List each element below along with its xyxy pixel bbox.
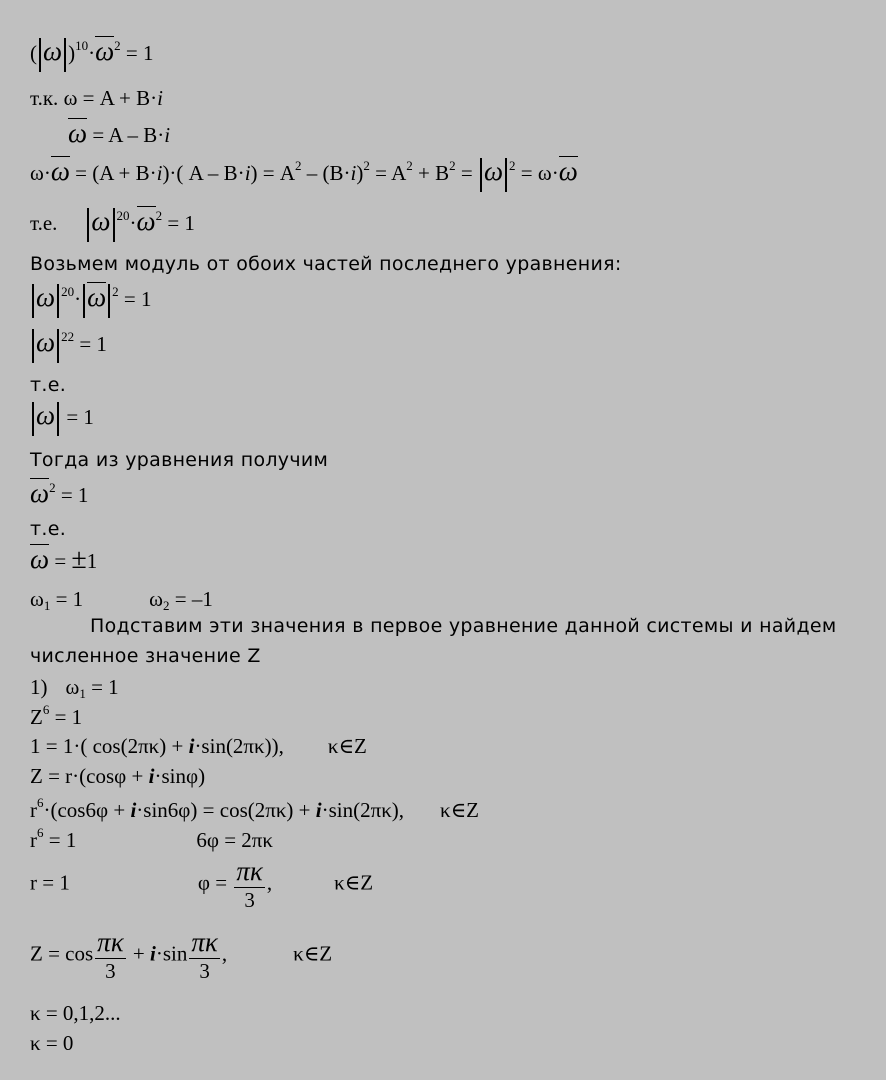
equation-line-25: Z = cos $\frac{\pi\kappa}{3}$ + i·sin $\frac{\pi\kappa}{3}$ , κ∈Z <box>30 927 333 983</box>
text-line-5: Подставим эти значения в первое уравнение данной системы и найдем <box>90 615 837 637</box>
text-line-1: Возьмем модуль от обоих частей последнего уравнения: <box>30 253 622 275</box>
equation-line-4: ω·ω = (A + B·i)·( $A - B\cdot i) = A^2 - (B\cdot i)^2 = A^2 + B^2 = \omega$ $^2$ = ω·ω <box>30 156 578 192</box>
text-line-3: Тогда из уравнения получим <box>30 449 329 471</box>
equation-line-12: $\omega^2 = 1$ <box>30 478 89 508</box>
text-line-4: т.е. <box>30 518 67 540</box>
text-line-2: т.е. <box>30 374 67 396</box>
equation-line-21: Z = r·(cosφ + i·sinφ) <box>30 764 206 788</box>
equation-line-7: ω $^{20}$· ω $^2$ = 1 <box>30 282 152 318</box>
equation-line-15: $\omega_1 = 1$ $\omega_2 = -1$ <box>30 587 213 613</box>
equation-line-5: т.е. ω $^{20}\cdot\omega^2 = 1$ <box>30 206 195 242</box>
equation-line-24: r = 1 φ = $\frac{\pi\kappa}{3}$ , κ∈Z <box>30 856 374 912</box>
equation-line-26: κ = 0,1,2... <box>30 1001 121 1025</box>
equation-line-18: 1) $\omega_1 = 1$ <box>30 675 119 701</box>
equation-line-10: ω = 1 <box>30 402 94 436</box>
equation-line-8: ω $^{22}$ = 1 <box>30 329 107 363</box>
equation-line-20: 1 = 1·( cos(2πκ) + i·sin(2πκ)), κ∈Z <box>30 734 367 758</box>
fraction: $\frac{\pi\kappa}{3}$ <box>236 856 263 912</box>
equation-line-22: $r^6\cdot(\cos 6\varphi + i\cdot\sin 6\varphi) = \cos(2\pi\kappa) + i\cdot\sin(2\pi\kappa)$, κ∈Z <box>30 795 479 822</box>
equation-line-27: κ = 0 <box>30 1031 74 1055</box>
equation-line-19: $Z^6 = 1$ <box>30 702 83 729</box>
equation-line-1: ( ω )$^{10}\cdot\omega^2 = 1$ <box>30 36 154 72</box>
equation-line-3: ω = A – B·i <box>68 118 171 148</box>
fraction: $\frac{\pi\kappa}{3}$ <box>97 927 124 983</box>
equation-line-14: ω = ±1 <box>30 544 98 575</box>
equation-line-23: $r^6 = 1$ 6φ = 2πκ <box>30 825 273 852</box>
text-line-6: численное значение Z <box>30 645 261 667</box>
fraction: $\frac{\pi\kappa}{3}$ <box>191 927 218 983</box>
equation-line-2: т.к. ω = A + B·i <box>30 86 163 110</box>
